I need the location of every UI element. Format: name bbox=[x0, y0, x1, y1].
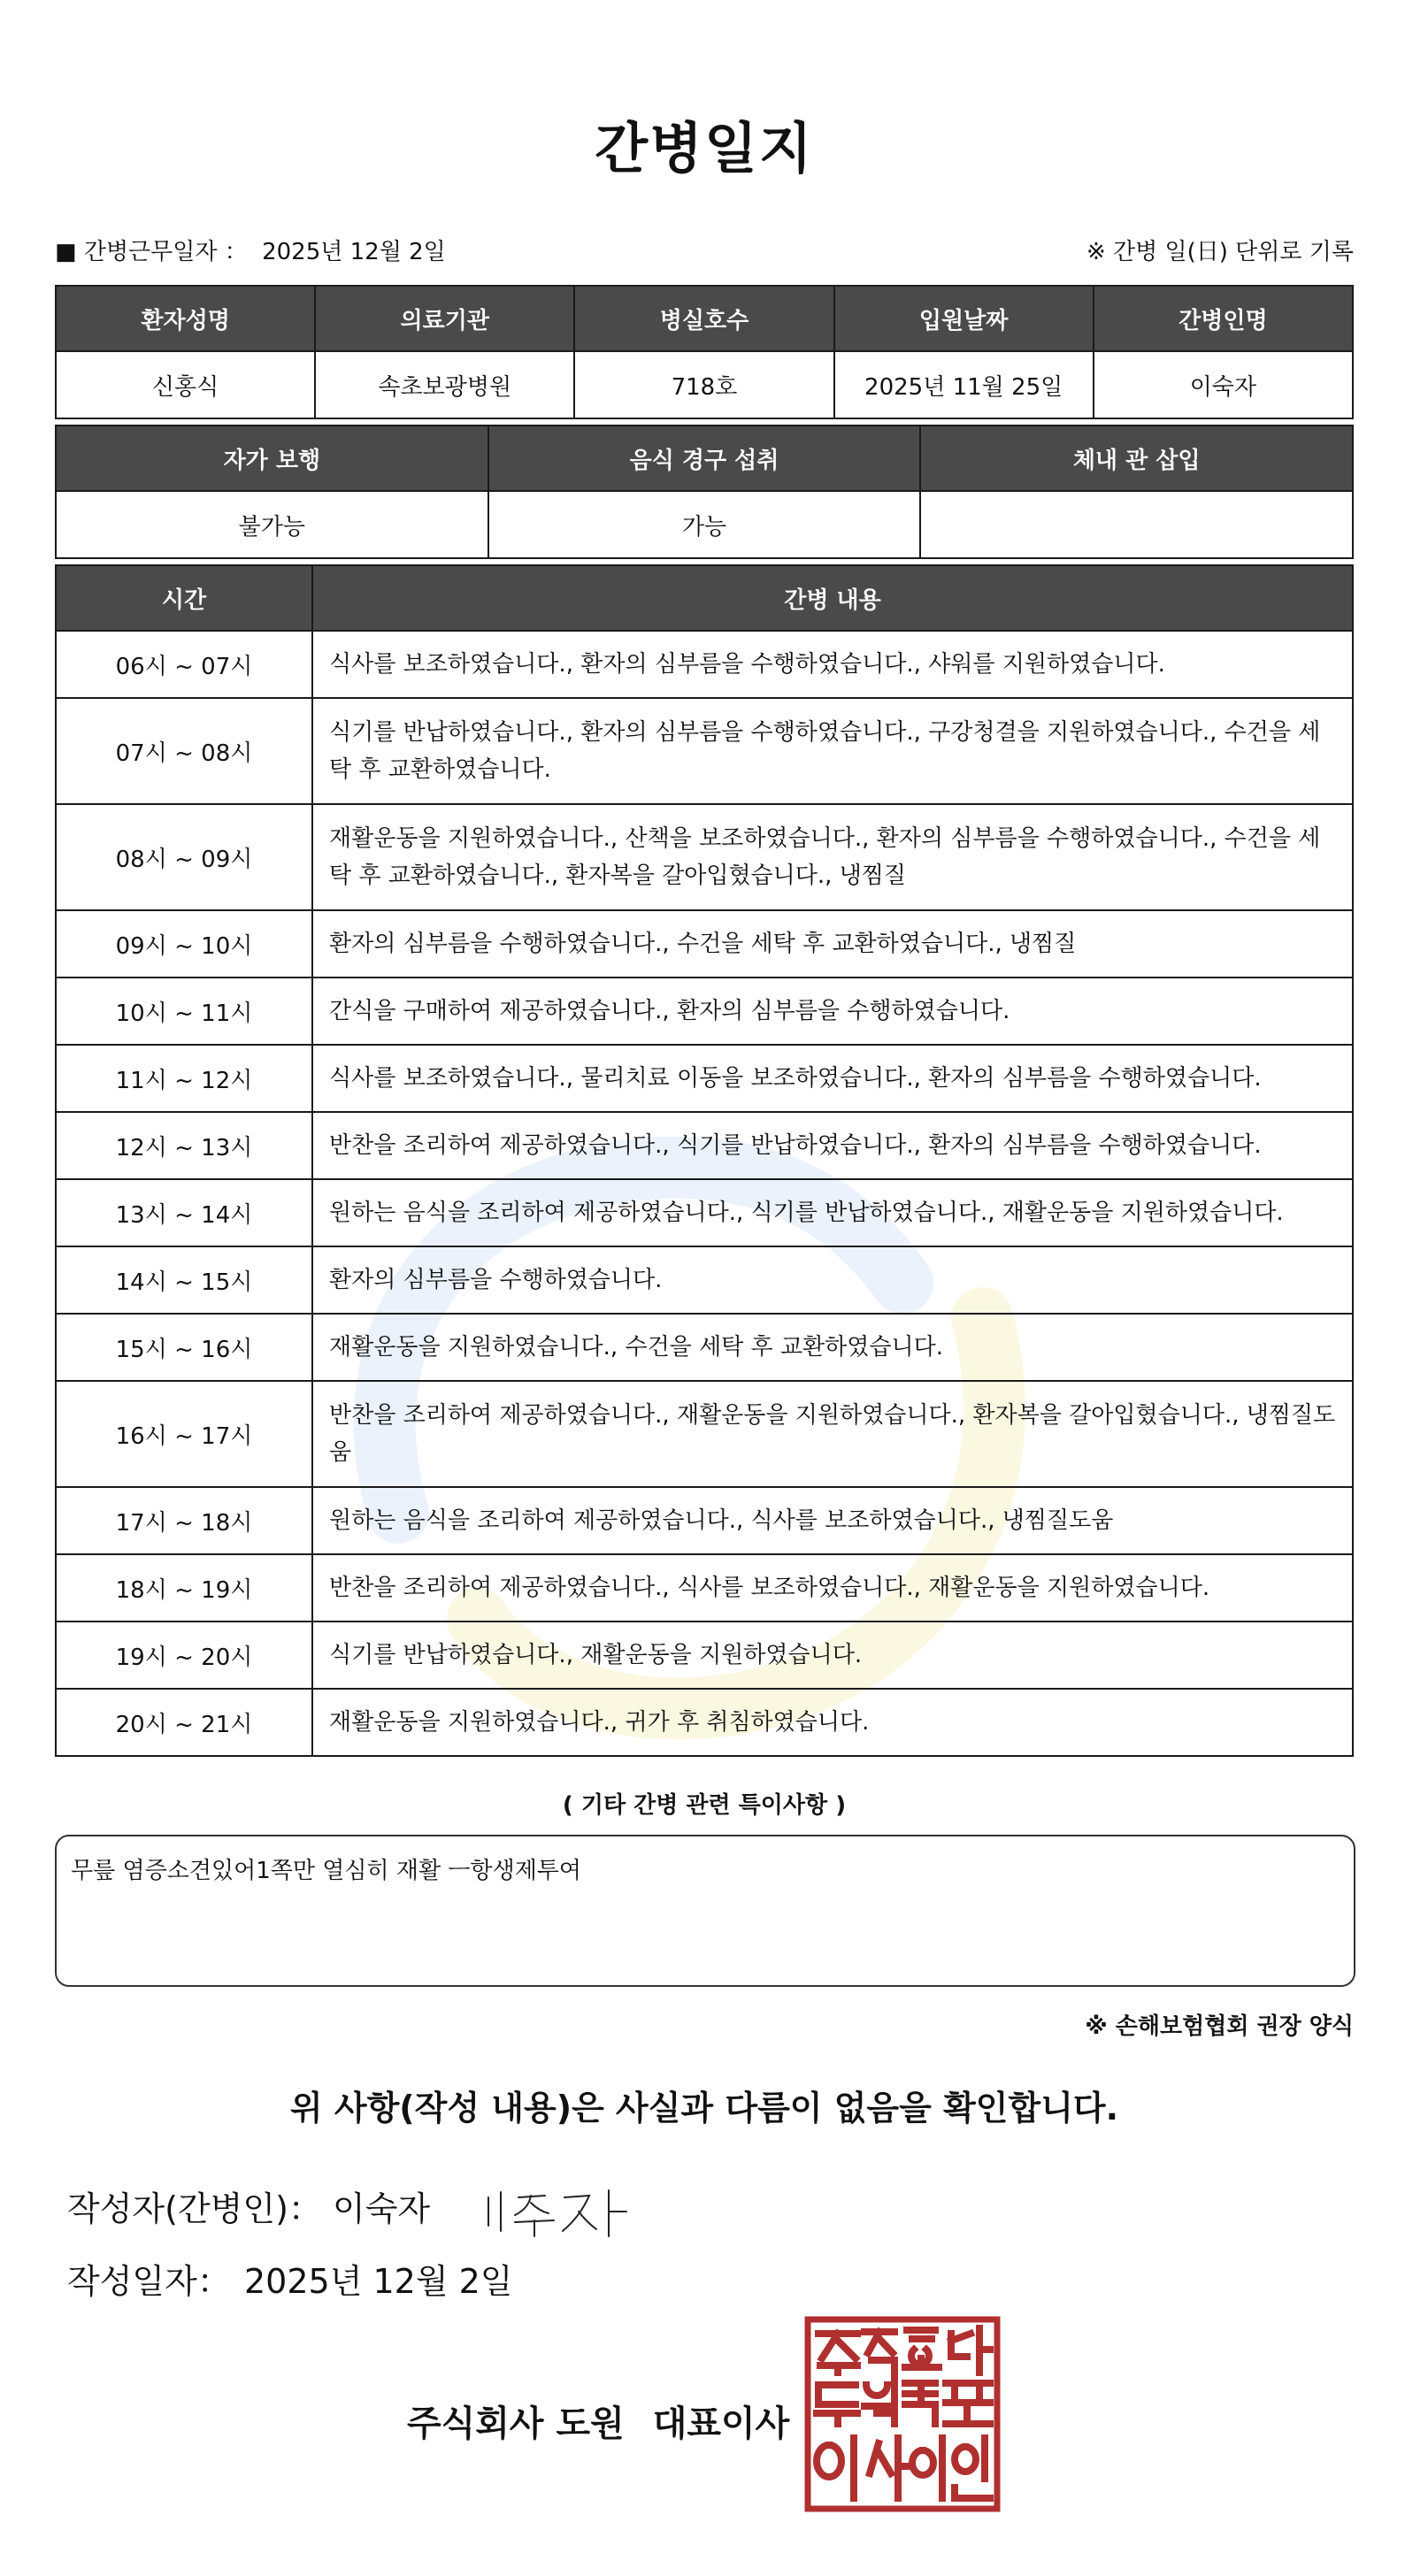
care-time: 09시 ~ 10시 bbox=[56, 910, 312, 978]
header-oral-intake: 음식 경구 섭취 bbox=[488, 426, 921, 491]
care-time: 10시 ~ 11시 bbox=[56, 978, 312, 1045]
writer-name: 이숙자 bbox=[333, 2189, 431, 2228]
remarks-title: ( 기타 간병 관련 특이사항 ) bbox=[562, 1792, 847, 1819]
care-time: 08시 ~ 09시 bbox=[56, 804, 312, 910]
record-note: ※ 간병 일(日) 단위로 기록 bbox=[1086, 239, 1354, 265]
care-content: 원하는 음식을 조리하여 제공하였습니다., 식기를 반납하였습니다., 재활운동을 지원하였습니다. bbox=[312, 1179, 1353, 1246]
care-content: 환자의 심부름을 수행하였습니다. bbox=[312, 1246, 1353, 1314]
care-time: 07시 ~ 08시 bbox=[56, 698, 312, 804]
page-title: 간병일지 bbox=[595, 116, 814, 180]
header-room: 병실호수 bbox=[574, 286, 833, 351]
oral-intake-status: 가능 bbox=[488, 491, 921, 558]
care-row bbox=[56, 1689, 1353, 1756]
care-row bbox=[56, 1487, 1353, 1554]
care-time: 13시 ~ 14시 bbox=[56, 1179, 312, 1246]
header-hospital: 의료기관 bbox=[315, 286, 574, 351]
patient-status-table bbox=[55, 425, 1354, 559]
care-time: 06시 ~ 07시 bbox=[56, 631, 312, 698]
care-row bbox=[56, 1381, 1353, 1487]
care-content: 원하는 음식을 조리하여 제공하였습니다., 식사를 보조하였습니다., 냉찜질도움 bbox=[312, 1487, 1353, 1554]
handwritten-signature bbox=[480, 2185, 639, 2242]
care-content: 식사를 보조하였습니다., 환자의 심부름을 수행하였습니다., 샤워를 지원하였습니다. bbox=[312, 631, 1353, 698]
meta-row bbox=[55, 234, 1354, 269]
tube-status bbox=[920, 491, 1353, 558]
caregiver-name: 이숙자 bbox=[1094, 351, 1353, 418]
care-row bbox=[56, 631, 1353, 698]
patient-name: 신홍식 bbox=[56, 351, 315, 418]
hospital-name: 속초보광병원 bbox=[315, 351, 574, 418]
care-row bbox=[56, 1045, 1353, 1112]
work-date-label: ■ 간병근무일자 ： bbox=[55, 239, 248, 265]
company-name: 주식회사 도원 bbox=[407, 2404, 625, 2444]
remarks-box bbox=[55, 1835, 1355, 1987]
care-content: 재활운동을 지원하였습니다., 귀가 후 취침하였습니다. bbox=[312, 1689, 1353, 1756]
company-representative-title: 대표이사 bbox=[652, 2404, 790, 2444]
writer-label: 작성자(간병인)： bbox=[67, 2189, 322, 2228]
status-header-row bbox=[56, 426, 1353, 491]
status-value-row bbox=[56, 491, 1353, 558]
patient-info-value-row bbox=[56, 351, 1353, 418]
care-row bbox=[56, 1246, 1353, 1314]
work-date bbox=[55, 234, 446, 266]
written-date-label: 작성일자： bbox=[67, 2262, 231, 2301]
care-time: 19시 ~ 20시 bbox=[56, 1622, 312, 1689]
care-content: 간식을 구매하여 제공하였습니다., 환자의 심부름을 수행하였습니다. bbox=[312, 978, 1353, 1045]
care-time: 16시 ~ 17시 bbox=[56, 1381, 312, 1487]
walking-status: 불가능 bbox=[56, 491, 488, 558]
header-tube: 체내 관 삽입 bbox=[920, 426, 1353, 491]
care-time: 12시 ~ 13시 bbox=[56, 1112, 312, 1179]
care-content: 반찬을 조리하여 제공하였습니다., 재활운동을 지원하였습니다., 환자복을 갈아입혔습니다., 냉찜질도움 bbox=[312, 1381, 1353, 1487]
recommendation-note: ※ 손해보험협회 권장 양식 bbox=[1085, 2013, 1354, 2040]
care-row bbox=[56, 698, 1353, 804]
company-seal-stamp bbox=[802, 2314, 1002, 2514]
care-content: 반찬을 조리하여 제공하였습니다., 식사를 보조하였습니다., 재활운동을 지원하였습니다. bbox=[312, 1554, 1353, 1622]
patient-info-table bbox=[55, 285, 1354, 419]
care-time: 11시 ~ 12시 bbox=[56, 1045, 312, 1112]
care-content: 식기를 반납하였습니다., 재활운동을 지원하였습니다. bbox=[312, 1622, 1353, 1689]
work-date-value: 2025년 12월 2일 bbox=[262, 239, 446, 265]
care-time: 20시 ~ 21시 bbox=[56, 1689, 312, 1756]
confirmation-statement: 위 사항(작성 내용)은 사실과 다름이 없음을 확인합니다. bbox=[289, 2089, 1119, 2128]
company-line bbox=[407, 2396, 789, 2446]
care-content: 재활운동을 지원하였습니다., 수건을 세탁 후 교환하였습니다. bbox=[312, 1314, 1353, 1381]
header-time: 시간 bbox=[56, 565, 312, 631]
header-patient-name: 환자성명 bbox=[56, 286, 315, 351]
care-content: 환자의 심부름을 수행하였습니다., 수건을 세탁 후 교환하였습니다., 냉찜질 bbox=[312, 910, 1353, 978]
care-time: 17시 ~ 18시 bbox=[56, 1487, 312, 1554]
care-row bbox=[56, 1314, 1353, 1381]
header-care-content: 간병 내용 bbox=[312, 565, 1353, 631]
written-date-value: 2025년 12월 2일 bbox=[244, 2262, 513, 2301]
header-walking: 자가 보행 bbox=[56, 426, 488, 491]
care-row bbox=[56, 910, 1353, 978]
care-content-table bbox=[55, 564, 1354, 1757]
care-content: 식사를 보조하였습니다., 물리치료 이동을 보조하였습니다., 환자의 심부름을 수행하였습니다. bbox=[312, 1045, 1353, 1112]
care-rows bbox=[56, 631, 1353, 1756]
care-row bbox=[56, 978, 1353, 1045]
care-time: 15시 ~ 16시 bbox=[56, 1314, 312, 1381]
care-header-row bbox=[56, 565, 1353, 631]
care-time: 18시 ~ 19시 bbox=[56, 1554, 312, 1622]
header-admission-date: 입원날짜 bbox=[834, 286, 1094, 351]
writer-line bbox=[67, 2181, 430, 2230]
care-row bbox=[56, 1622, 1353, 1689]
room-number: 718호 bbox=[574, 351, 833, 418]
written-date-line bbox=[67, 2254, 513, 2303]
header-caregiver: 간병인명 bbox=[1094, 286, 1353, 351]
care-row bbox=[56, 804, 1353, 910]
care-row bbox=[56, 1179, 1353, 1246]
patient-info-header-row bbox=[56, 286, 1353, 351]
care-row bbox=[56, 1112, 1353, 1179]
care-content: 반찬을 조리하여 제공하였습니다., 식기를 반납하였습니다., 환자의 심부름을 수행하였습니다. bbox=[312, 1112, 1353, 1179]
care-content: 재활운동을 지원하였습니다., 산책을 보조하였습니다., 환자의 심부름을 수행하였습니다., 수건을 세탁 후 교환하였습니다., 환자복을 갈아입혔습니다., 냉찜질 bbox=[312, 804, 1353, 910]
admission-date: 2025년 11월 25일 bbox=[834, 351, 1094, 418]
care-row bbox=[56, 1554, 1353, 1622]
remarks-text: 무릎 염증소견있어1쪽만 열심히 재활 ㅡ항생제투여 bbox=[71, 1858, 582, 1884]
care-time: 14시 ~ 15시 bbox=[56, 1246, 312, 1314]
care-content: 식기를 반납하였습니다., 환자의 심부름을 수행하였습니다., 구강청결을 지원하였습니다., 수건을 세탁 후 교환하였습니다. bbox=[312, 698, 1353, 804]
